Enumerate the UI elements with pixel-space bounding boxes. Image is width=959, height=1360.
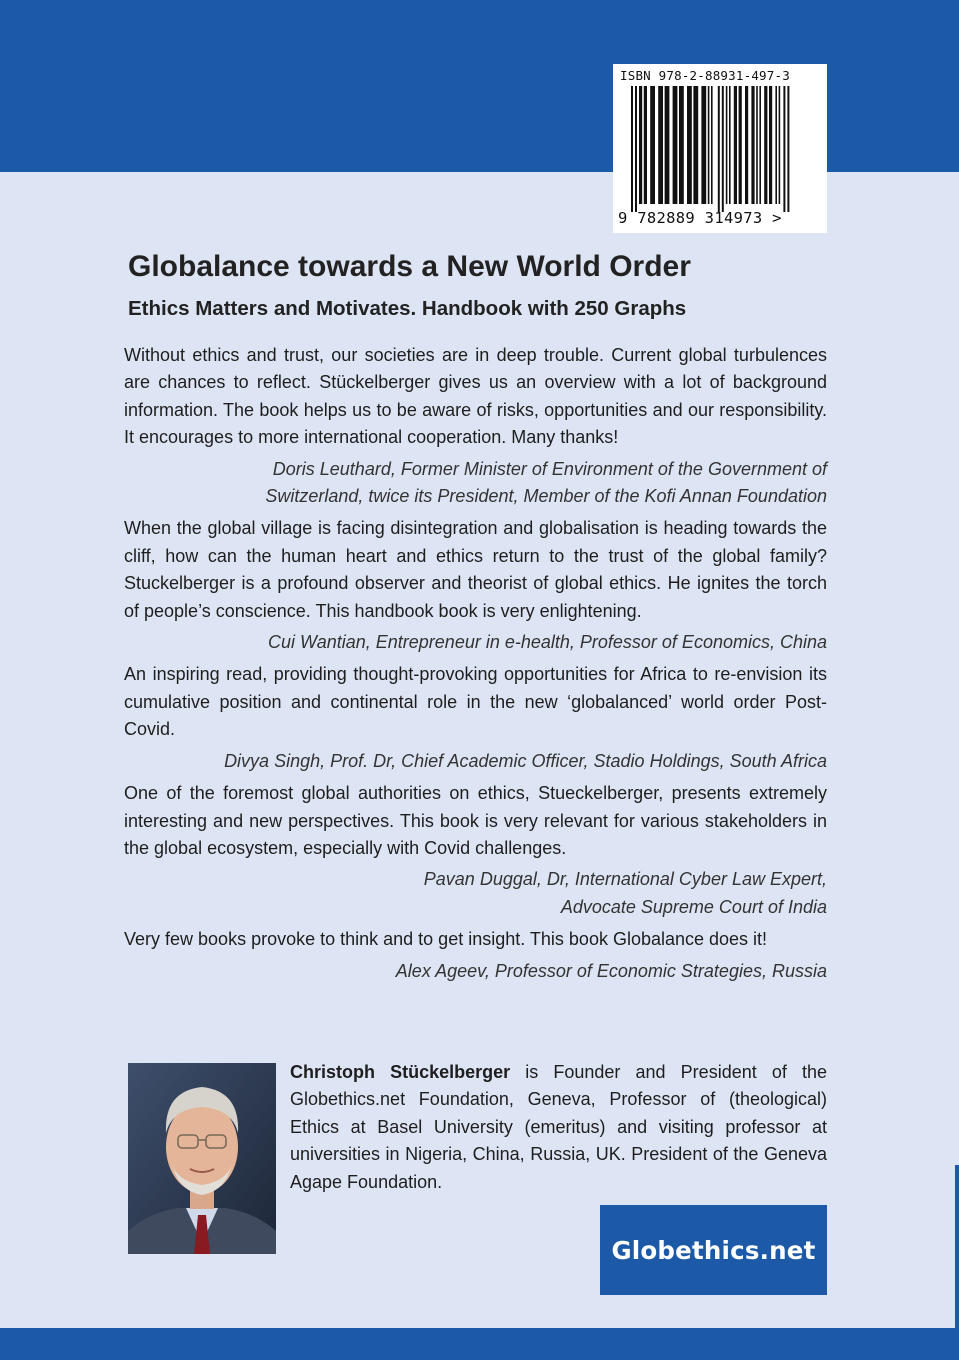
attribution-line: Divya Singh, Prof. Dr, Chief Academic Officer, Stadio Holdings, South Africa xyxy=(224,750,827,771)
barcode-bar xyxy=(718,86,720,212)
testimonial-attribution xyxy=(124,629,827,656)
barcode-bar xyxy=(658,86,663,204)
testimonial xyxy=(124,780,827,921)
testimonial-quote: One of the foremost global authorities on ethics, Stueckelberger, presents extremely interesting and new perspectives. This book is very relevant for various stakeholders in the global ecosystem, especially with Covid challenges. xyxy=(124,783,827,858)
barcode-bar xyxy=(687,86,692,204)
barcode-bar xyxy=(673,86,678,204)
author-bio-text: is Founder and President of the Globethics.net Foundation, Geneva, Professor of (theological) Ethics at Basel University (emeritus) and visiting professor at universities in Nigeria, China, Russia, UK. President of the Geneva Agape Foundation. xyxy=(290,1062,827,1192)
barcode-bar xyxy=(769,86,772,204)
attribution-line: Pavan Duggal, Dr, International Cyber Law Expert, xyxy=(423,869,827,890)
barcode-bar xyxy=(711,86,713,204)
testimonial-quote: Without ethics and trust, our societies are in deep trouble. Current global turbulences are chances to reflect. Stückelberger gives us an overview with a lot of background information. The book helps us to be aware of risks, opportunities and our responsibility. It encourages to more international cooperation. Many thanks! xyxy=(124,345,827,448)
testimonial xyxy=(124,342,827,510)
barcode-bar xyxy=(708,86,710,204)
testimonial xyxy=(124,661,827,775)
publisher-logo xyxy=(600,1205,827,1295)
edge-color-mark xyxy=(955,1165,959,1328)
barcode-bar xyxy=(775,86,777,204)
barcode-bar xyxy=(693,86,698,204)
barcode-digits: 9 782889 314973 > xyxy=(618,209,782,227)
testimonial-attribution xyxy=(124,958,827,985)
barcode-bar xyxy=(726,86,728,204)
testimonial-quote: An inspiring read, providing thought-provoking opportunities for Africa to re-envision its cumulative position and continental role in the new ‘globalanced’ world order Post-Covid. xyxy=(124,664,827,740)
book-title: Globalance towards a New World Order xyxy=(128,250,691,283)
testimonial-attribution xyxy=(124,456,827,511)
barcode-bar xyxy=(631,86,633,212)
barcode-bar xyxy=(759,86,761,204)
attribution-line: Alex Ageev, Professor of Economic Strategies, Russia xyxy=(395,960,827,981)
barcode-bar xyxy=(665,86,670,204)
attribution-line: Doris Leuthard, Former Minister of Environment of the Government of xyxy=(272,458,827,479)
barcode-bar xyxy=(650,86,655,204)
barcode-bar xyxy=(729,86,731,204)
barcode-bar xyxy=(783,86,785,212)
attribution-line: Advocate Supreme Court of India xyxy=(560,896,827,917)
testimonial-attribution xyxy=(124,748,827,775)
barcode-bar xyxy=(734,86,737,204)
barcode-bar xyxy=(739,86,742,204)
bottom-color-band xyxy=(0,1328,959,1360)
book-subtitle: Ethics Matters and Motivates. Handbook with 250 Graphs xyxy=(128,297,687,320)
testimonial-attribution xyxy=(124,866,827,921)
publisher-logo-text: Globethics.net xyxy=(611,1235,816,1265)
isbn-label: ISBN 978-2-88931-497-3 xyxy=(620,68,790,83)
barcode-bar xyxy=(787,86,789,212)
attribution-line: Cui Wantian, Entrepreneur in e-health, Professor of Economics, China xyxy=(268,632,827,653)
barcode-bar xyxy=(644,86,647,204)
testimonial-quote: Very few books provoke to think and to get insight. This book Globalance does it! xyxy=(124,929,768,950)
barcode-bar xyxy=(701,86,706,204)
barcode-bar xyxy=(756,86,758,204)
barcode-bar xyxy=(751,86,754,204)
testimonial xyxy=(124,515,827,656)
barcode-bar xyxy=(779,86,781,204)
isbn-barcode xyxy=(613,64,827,233)
barcode-bar xyxy=(635,86,637,212)
author-name: Christoph Stückelberger xyxy=(290,1062,511,1082)
barcode-bars xyxy=(613,64,827,233)
attribution-line: Switzerland, twice its President, Member of the Kofi Annan Foundation xyxy=(265,486,827,507)
testimonial xyxy=(124,926,827,985)
author-photo xyxy=(128,1063,276,1254)
barcode-bar xyxy=(639,86,642,204)
barcode-bar xyxy=(679,86,684,204)
testimonial-quote: When the global village is facing disintegration and globalisation is heading towards the cliff, how can the human heart and ethics return to the trust of the global family? Stuckelberger is a profound observer and theorist of global ethics. He ignites the torch of people’s conscience. This handbook book is very enlightening. xyxy=(124,518,827,621)
barcode-bar xyxy=(745,86,748,204)
author-bio xyxy=(290,1059,827,1196)
author-portrait-illustration xyxy=(128,1063,276,1254)
barcode-bar xyxy=(722,86,724,212)
testimonials xyxy=(124,342,827,990)
barcode-bar xyxy=(764,86,767,204)
